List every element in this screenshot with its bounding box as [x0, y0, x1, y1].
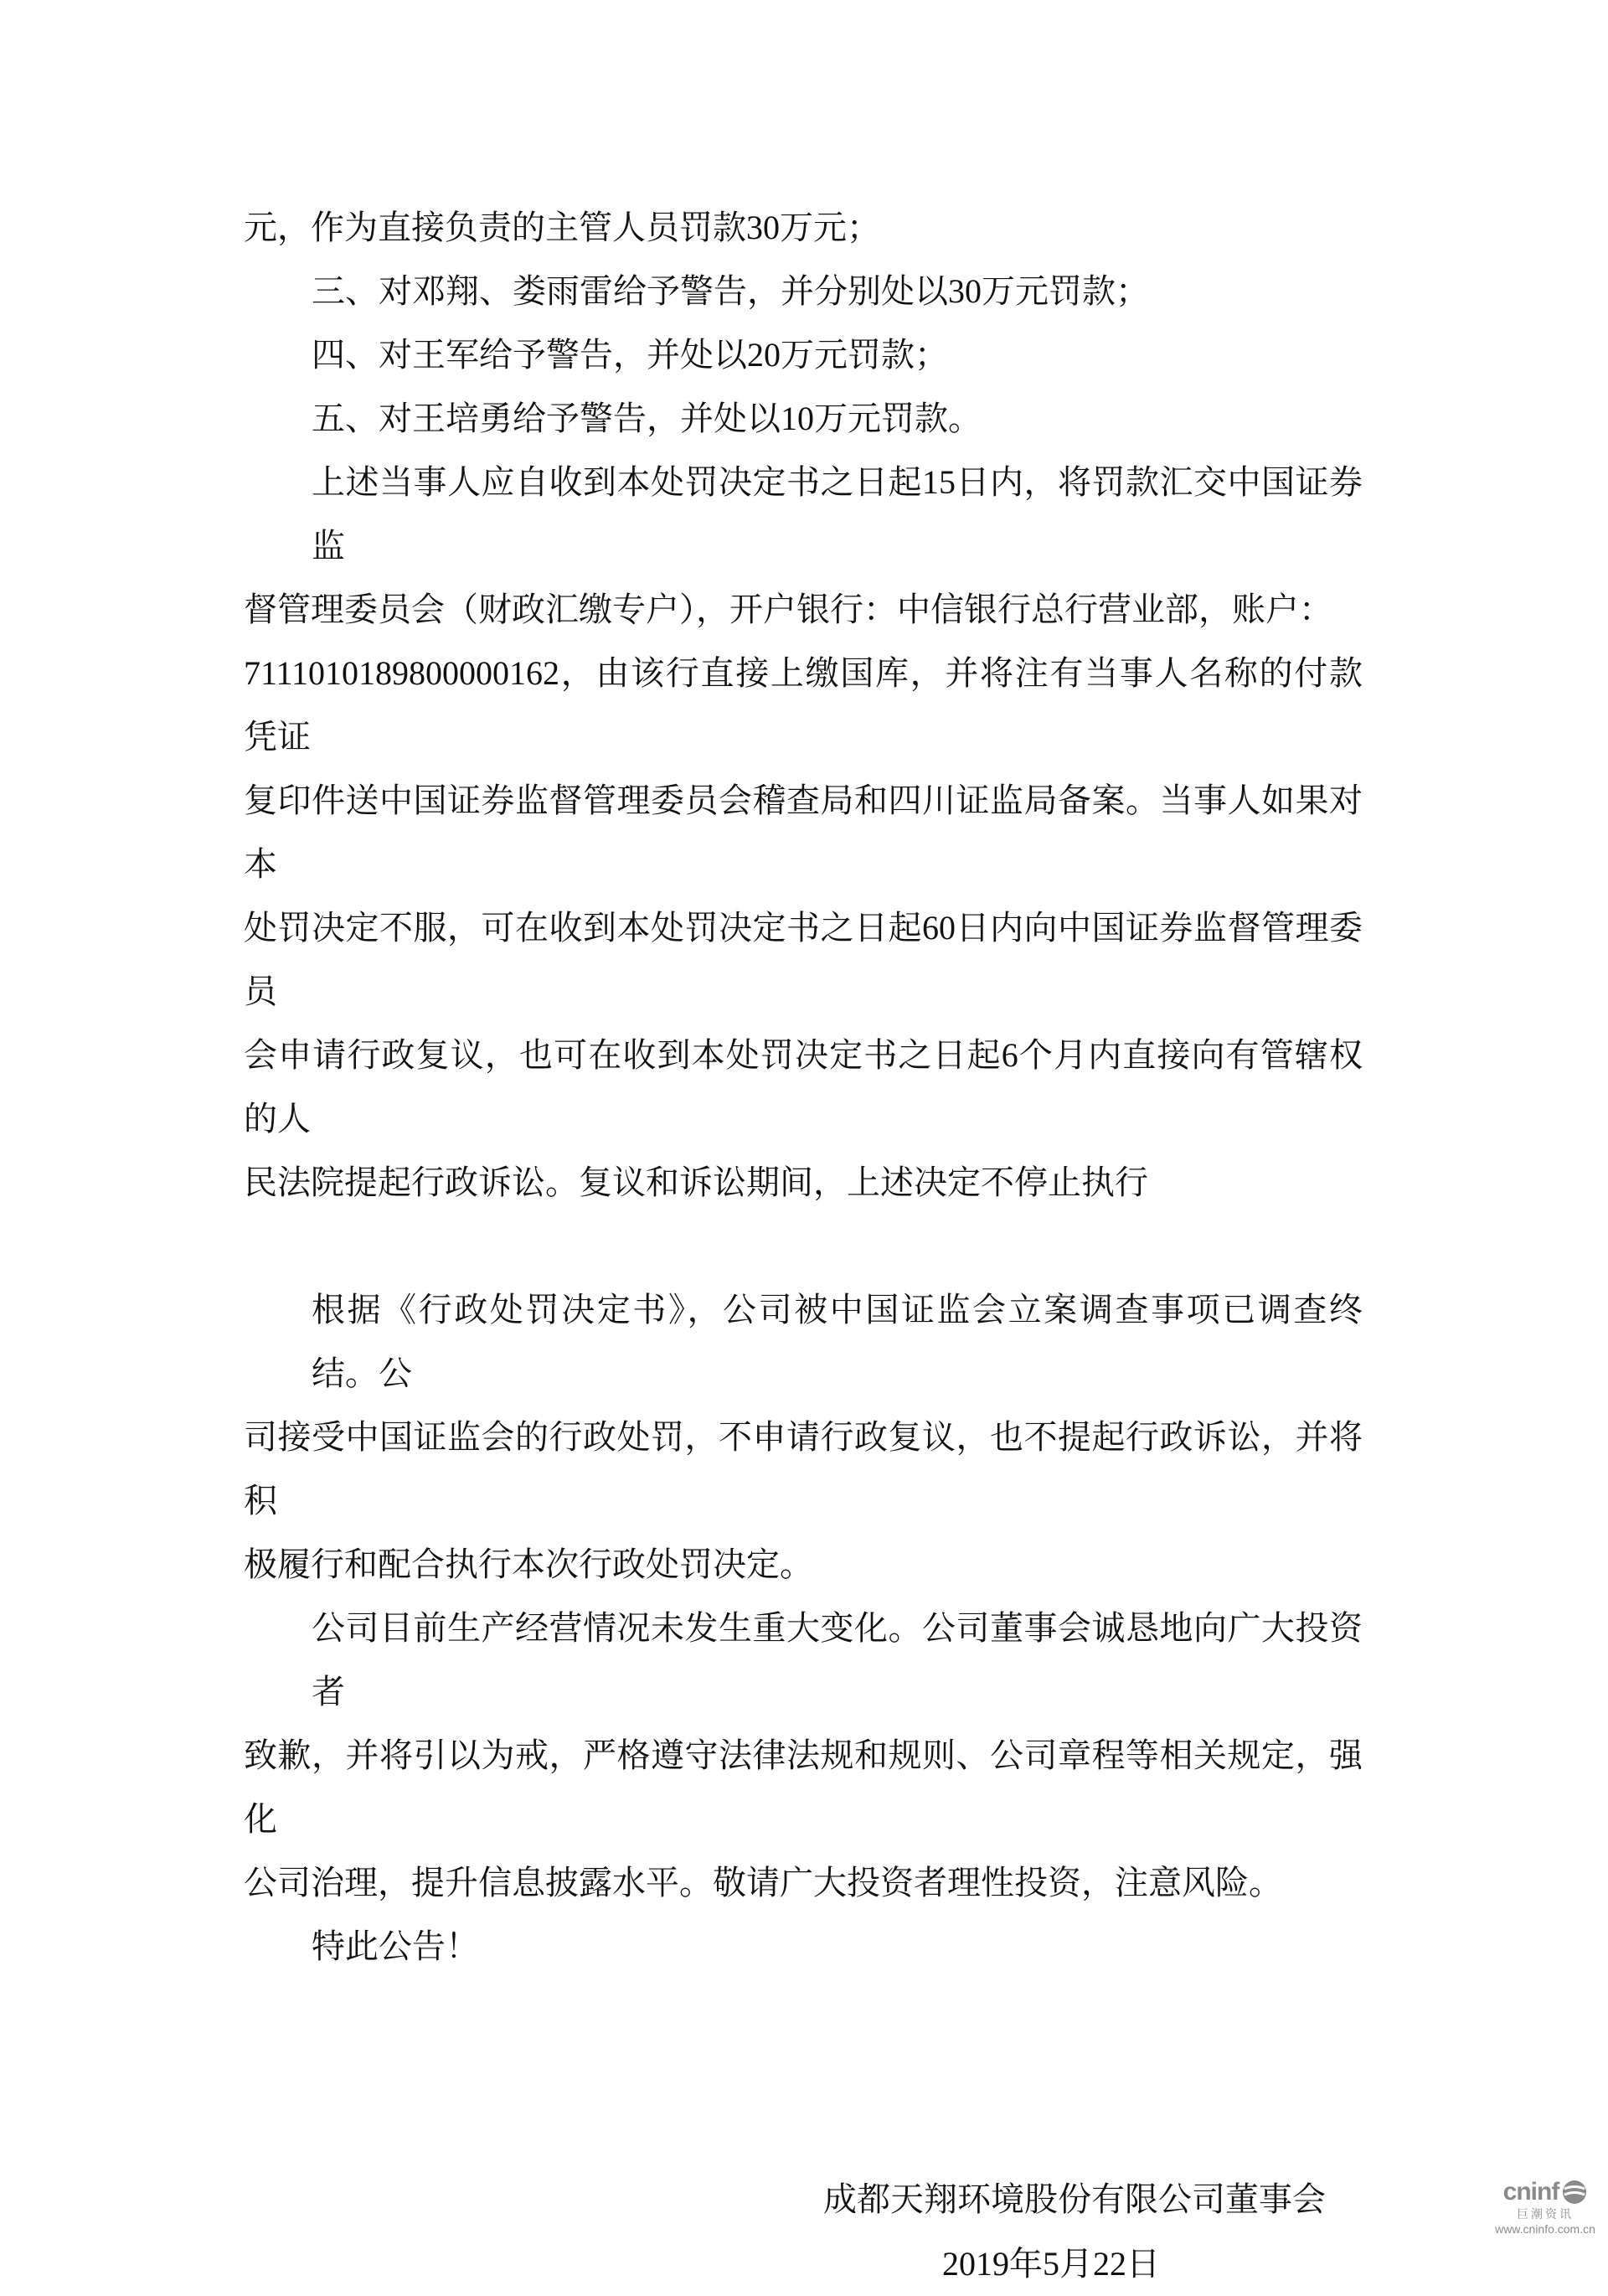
text-line: 五、对王培勇给予警告，并处以10万元罚款。: [312, 400, 982, 437]
blank-line: [244, 1215, 1363, 1278]
cninfo-logo-icon: [1562, 2180, 1587, 2205]
text-line: 民法院提起行政诉讼。复议和诉讼期间，上述决定不停止执行: [244, 1163, 1148, 1201]
signature-block: [244, 2168, 1363, 2296]
watermark-brand: [1487, 2178, 1604, 2206]
text-line: 公司治理，提升信息披露水平。敬请广大投资者理性投资，注意风险。: [244, 1864, 1282, 1901]
announcement-body: [244, 196, 1363, 1979]
text-line: 致歉，并将引以为戒，严格遵守法律法规和规则、公司章程等相关规定，强化: [244, 1736, 1363, 1838]
text-line: 四、对王军给予警告，并处以20万元罚款；: [312, 336, 948, 374]
text-line: 7111010189800000162，由该行直接上缴国库，并将注有当事人名称的付款凭证: [244, 654, 1363, 756]
text-line: 公司目前生产经营情况未发生重大变化。公司董事会诚恳地向广大投资者: [312, 1609, 1363, 1710]
signature-company: 成都天翔环境股份有限公司董事会: [823, 2180, 1326, 2218]
text-line: 元，作为直接负责的主管人员罚款30万元；: [244, 209, 880, 246]
text-line: 司接受中国证监会的行政处罚，不申请行政复议，也不提起行政诉讼，并将积: [244, 1418, 1363, 1519]
watermark-url: www.cninfo.com.cn: [1495, 2222, 1595, 2236]
watermark-chinese: 巨潮资讯: [1517, 2207, 1574, 2221]
watermark-brand-text: cninf: [1502, 2178, 1559, 2206]
text-line: 根据《行政处罚决定书》，公司被中国证监会立案调查事项已调查终结。公: [312, 1291, 1363, 1392]
signature-date: 2019年5月22日: [942, 2245, 1160, 2283]
closing-line: 特此公告！: [312, 1927, 479, 1965]
text-line: 督管理委员会（财政汇缴专户），开户银行：中信银行总行营业部，账户：: [244, 591, 1332, 628]
document: [244, 196, 1363, 2296]
text-line: 会申请行政复议，也可在收到本处罚决定书之日起6个月内直接向有管辖权的人: [244, 1036, 1363, 1138]
text-line: 极履行和配合执行本次行政处罚决定。: [244, 1545, 813, 1583]
text-line: 上述当事人应自收到本处罚决定书之日起15日内，将罚款汇交中国证券监: [312, 463, 1363, 565]
text-line: 处罚决定不服，可在收到本处罚决定书之日起60日内向中国证券监督管理委员: [244, 909, 1363, 1010]
text-line: 复印件送中国证券监督管理委员会稽查局和四川证监局备案。当事人如果对本: [244, 782, 1363, 883]
cninfo-watermark: [1487, 2178, 1604, 2237]
text-line: 三、对邓翔、娄雨雷给予警告，并分别处以30万元罚款；: [312, 272, 1149, 310]
